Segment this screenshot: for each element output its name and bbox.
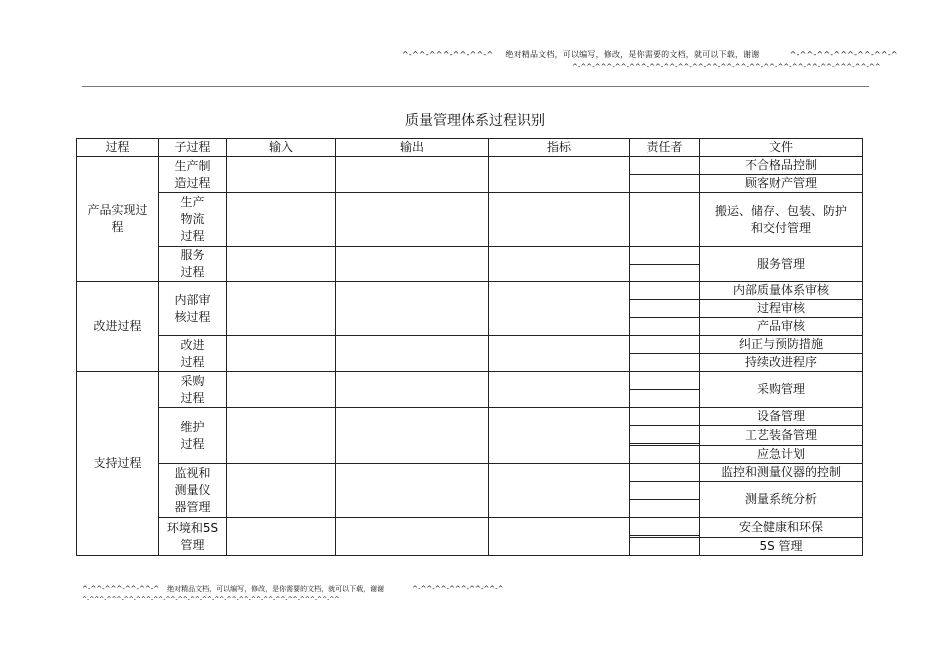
- owner-cell: [630, 390, 700, 408]
- indicator-cell: [489, 464, 630, 518]
- subprocess-name: 服务过程: [180, 248, 205, 279]
- table-header-row: [77, 139, 863, 157]
- subprocess-name: 生产制造过程: [174, 158, 211, 190]
- document-cell: 工艺装备管理: [700, 426, 863, 446]
- output-cell: [336, 372, 489, 408]
- output-cell: [336, 336, 489, 372]
- owner-cell: [630, 247, 700, 265]
- document-cell: 测量系统分析: [700, 482, 863, 518]
- output-cell: [336, 282, 489, 336]
- document-cell: 纠正与预防措施: [700, 336, 863, 354]
- table-row: [77, 518, 863, 536]
- output-cell: [336, 464, 489, 518]
- footer-marks-left: ^-^^-^^^-^^-^^-^: [82, 585, 160, 593]
- process-name: 产品实现过程: [87, 203, 148, 234]
- col-header-process: 过程: [77, 139, 159, 157]
- document-cell: 应急计划: [700, 446, 863, 464]
- owner-cell: [630, 518, 700, 536]
- indicator-cell: [489, 336, 630, 372]
- input-cell: [227, 247, 336, 282]
- page-footer-note: [82, 584, 504, 594]
- footer-marks-line2: ^-^^^-^^^-^^-^^^-^^-^^-^^-^^-^^-^^-^^-^^-^^-^^-^^-^^-^^^-^^-^^: [82, 596, 340, 603]
- indicator-cell: [489, 157, 630, 193]
- subprocess-cell: [159, 408, 227, 464]
- subprocess-name: 维护过程: [180, 419, 205, 451]
- document-cell: 安全健康和环保: [700, 518, 863, 538]
- input-cell: [227, 408, 336, 464]
- subprocess-name: 监视和测量仪器管理: [174, 466, 211, 514]
- owner-cell: [630, 408, 700, 426]
- input-cell: [227, 464, 336, 518]
- header-rule: [82, 86, 869, 87]
- output-cell: [336, 157, 489, 193]
- owner-cell: [630, 372, 700, 390]
- header-marks-line2: ^-^^-^^^-^^-^^^-^^-^^-^^-^^-^^-^^-^^-^^-^^-^^-^^-^^-^^-^^^-^^-^^: [572, 63, 881, 71]
- footer-marks-right: ^-^^-^^-^^^-^^-^^-^: [412, 585, 504, 593]
- process-table: [76, 138, 863, 556]
- output-cell: [336, 247, 489, 282]
- document-cell: 设备管理: [700, 408, 863, 426]
- col-header-document: 文件: [700, 139, 863, 157]
- table-row: [77, 336, 863, 354]
- col-header-owner: 责任者: [630, 139, 700, 157]
- document-cell: 5S 管理: [700, 538, 863, 556]
- input-cell: [227, 193, 336, 247]
- document-cell: 持续改进程序: [700, 354, 863, 372]
- subprocess-cell: [159, 336, 227, 372]
- owner-cell: [630, 354, 700, 372]
- table-row: [77, 157, 863, 175]
- output-cell: [336, 193, 489, 247]
- indicator-cell: [489, 408, 630, 464]
- input-cell: [227, 336, 336, 372]
- document-cell: 采购管理: [700, 372, 863, 408]
- input-cell: [227, 518, 336, 556]
- table-row: [77, 408, 863, 426]
- document-cell: [700, 193, 863, 247]
- process-cell: 改进过程: [77, 282, 159, 372]
- subprocess-name: 环境和5S 管理: [166, 520, 219, 552]
- indicator-cell: [489, 518, 630, 556]
- document-cell: 不合格品控制: [700, 157, 863, 175]
- subprocess-name: 内部审核过程: [174, 292, 211, 324]
- page-header-note: [402, 49, 898, 60]
- owner-cell: [630, 336, 700, 354]
- subprocess-cell: [159, 464, 227, 518]
- subprocess-name: 生产物流过程: [180, 195, 205, 243]
- col-header-input: 输入: [227, 139, 336, 157]
- indicator-cell: [489, 193, 630, 247]
- output-cell: [336, 408, 489, 464]
- subprocess-cell: [159, 372, 227, 408]
- document-cell: 服务管理: [700, 247, 863, 282]
- owner-cell: [630, 318, 700, 336]
- document-cell: 监控和测量仪器的控制: [700, 464, 863, 482]
- owner-cell: [630, 282, 700, 300]
- subprocess-cell: [159, 157, 227, 193]
- subprocess-name: 改进过程: [180, 337, 205, 369]
- table-row: [77, 282, 863, 300]
- table-row: [77, 464, 863, 482]
- header-note-text: 绝对精品文档，可以编写，修改，是你需要的文档，就可以下载，谢谢: [505, 50, 760, 59]
- subprocess-cell: [159, 518, 227, 556]
- table-row: [77, 193, 863, 247]
- table-row: [77, 372, 863, 390]
- footer-note-text: 绝对精品文档，可以编写，修改，是你需要的文档，就可以下载，谢谢: [167, 585, 385, 593]
- document-cell: 顾客财产管理: [700, 175, 863, 193]
- input-cell: [227, 372, 336, 408]
- owner-cell: [630, 265, 700, 282]
- owner-cell: [630, 300, 700, 318]
- header-marks-left: ^-^^-^^^-^^-^^-^: [402, 50, 494, 59]
- col-header-output: 输出: [336, 139, 489, 157]
- indicator-cell: [489, 282, 630, 336]
- input-cell: [227, 282, 336, 336]
- indicator-cell: [489, 247, 630, 282]
- process-cell: [77, 157, 159, 282]
- indicator-cell: [489, 372, 630, 408]
- owner-cell: [630, 446, 700, 464]
- table-row: [77, 247, 863, 265]
- col-header-subprocess: 子过程: [159, 139, 227, 157]
- subprocess-cell: [159, 193, 227, 247]
- output-cell: [336, 518, 489, 556]
- owner-cell: [630, 482, 700, 500]
- owner-cell: [630, 193, 700, 247]
- owner-cell: [630, 426, 700, 444]
- page-title: 质量管理体系过程识别: [405, 113, 545, 129]
- subprocess-cell: [159, 247, 227, 282]
- subprocess-name: 采购过程: [180, 373, 205, 405]
- subprocess-cell: [159, 282, 227, 336]
- document-cell: 内部质量体系审核: [700, 282, 863, 300]
- document-cell: 过程审核: [700, 300, 863, 318]
- header-marks-right: ^-^^-^^-^^^-^^-^^-^: [789, 50, 898, 59]
- col-header-indicator: 指标: [489, 139, 630, 157]
- owner-cell: [630, 175, 700, 193]
- document-text: 搬运、储存、包装、防护和交付管理: [714, 203, 847, 235]
- owner-cell: [630, 500, 700, 518]
- owner-cell: [630, 464, 700, 482]
- owner-cell: [630, 157, 700, 175]
- input-cell: [227, 157, 336, 193]
- document-cell: 产品审核: [700, 318, 863, 336]
- process-cell: 支持过程: [77, 372, 159, 556]
- owner-cell: [630, 538, 700, 556]
